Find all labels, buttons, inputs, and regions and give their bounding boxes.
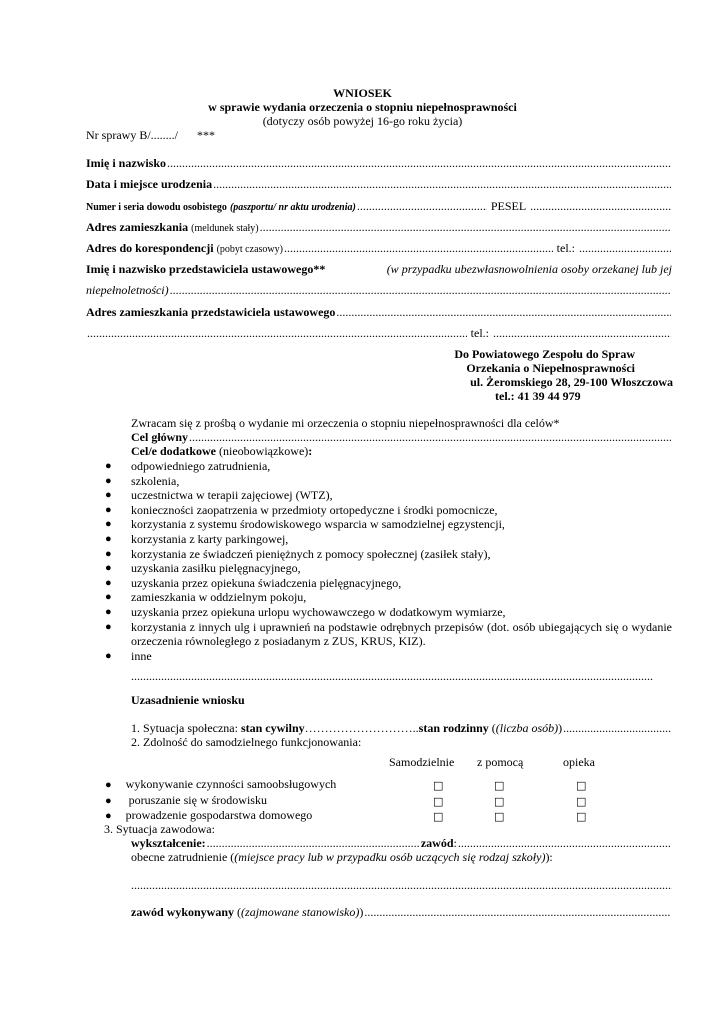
list-item[interactable] [105,474,672,489]
pesel-field[interactable] [530,199,671,214]
bullet-icon: ● [105,562,112,575]
work-situation-heading: 3. Sytuacja zawodowa: [104,822,215,836]
extra-goals-list [105,459,672,663]
rep-row [86,262,672,277]
list-item-label: zamieszkania w oddzielnym pokoju, [131,590,307,605]
list-item-label: korzystania z systemu środowiskowego wsparcia w samodzielnej egzystencji, [131,517,505,532]
recipient-line2: Orzekania o Niepełnosprawności [466,361,635,375]
extra-goals-heading [131,444,312,459]
list-item-label: uzyskania przez opiekuna świadczenia pielęgnacyjnego, [131,575,402,590]
social-situation-row[interactable]: 1. Sytuacja społeczna: stan cywilny ……………………….. stan rodzinny ( (liczba osób) ) ..... [131,721,672,736]
bullet-icon: ● [105,591,112,604]
corr-label: Adres do korespondencji [86,241,214,255]
main-goal-label: Cel główny [131,430,188,444]
list-item-label: korzystania z innych ulg i uprawnień na podstawie odrębnych przepisów (dot. osób ubiegających się o wydanie orzeczenia równoległego z posiadanym z ZUS, KRUS, KIZ). [131,619,672,649]
civil-status-label: stan cywilny [240,721,305,735]
col-help: z pomocą [477,755,524,769]
extra-goals-colon: : [308,444,313,458]
case-number-stars: *** [197,128,215,142]
rep-address-field-2[interactable] [87,326,467,341]
list-item-label: odpowiedniego zatrudnienia, [131,459,271,473]
id-row[interactable] [86,199,672,214]
name-row[interactable] [86,156,672,171]
case-number [86,128,215,143]
bullet-icon: ● [105,649,112,662]
bullet-icon: ● [105,474,112,487]
main-goal-field[interactable] [189,430,671,445]
rep-address-row[interactable] [86,305,672,320]
bullet-icon: ● [105,620,112,633]
list-item-label: korzystania z karty parkingowej, [131,531,289,546]
birth-field[interactable] [213,177,671,192]
rep-note-2: niepełnoletności) [86,283,169,297]
bullet-icon: ● [105,605,112,618]
address-label: Adres zamieszkania [86,220,189,234]
bullet-icon: ● [105,576,112,589]
activity-row-3 [105,808,312,823]
col-independent: Samodzielnie [389,755,455,769]
list-item-label: uzyskania zasiłku pielęgnacyjnego, [131,561,301,576]
list-item[interactable] [105,620,672,649]
checkbox-mobility-help[interactable]: □ [494,795,505,808]
education-field[interactable] [207,836,420,851]
job-note: (zajmowane stanowisko) [241,905,360,919]
checkbox-household-help[interactable]: □ [494,810,505,823]
rep-row-2[interactable] [86,283,672,298]
employment-label: obecne zatrudnienie [131,850,228,864]
list-item[interactable] [105,503,672,518]
checkbox-selfcare-help[interactable]: □ [494,779,505,792]
bullet-icon: ● [105,532,112,545]
checkbox-household-independent[interactable]: □ [433,810,444,823]
checkbox-household-care[interactable]: □ [576,810,587,823]
bullet-icon: ● [105,460,112,472]
rep-address-label: Adres zamieszkania przedstawiciela ustawowego [86,305,336,319]
form-title: WNIOSEK [333,86,392,100]
family-status-label: stan rodzinny [418,721,489,735]
form-subtitle: w sprawie wydania orzeczenia o stopniu niepełnosprawności [208,100,517,114]
name-field[interactable] [167,156,671,171]
list-item-label: szkolenia, [131,473,180,488]
address-field[interactable] [260,220,671,235]
extra-goals-label: Cel/e dodatkowe [131,444,216,458]
activity-row-2 [105,793,267,808]
profession-field[interactable] [458,836,671,851]
form-note: (dotyczy osób powyżej 16-go roku życia) [262,114,463,128]
address-row[interactable] [86,220,672,235]
job-field[interactable] [364,905,671,920]
id-label: Numer i seria dowodu osobistego [86,202,227,213]
rep-address-row-2[interactable] [86,326,672,341]
bullet-icon: ● [105,518,112,531]
pesel-label: PESEL [490,199,527,213]
rep-label: Imię i nazwisko przedstawiciela ustawowego** [86,262,326,276]
list-item-label: uzyskania przez opiekuna urlopu wychowawczego w dodatkowym wymiarze, [131,604,506,619]
case-number-label: Nr sprawy B/......../ [86,128,178,142]
request-intro: Zwracam się z prośbą o wydanie mi orzeczenia o stopniu niepełnosprawności dla celów* [131,416,560,430]
checkbox-selfcare-independent[interactable]: □ [433,779,444,792]
bullet-icon: ● [105,547,112,560]
birth-row[interactable] [86,177,672,192]
birth-label: Data i miejsce urodzenia [86,177,213,191]
tel-label: tel.: [556,241,575,255]
name-label: Imię i nazwisko [86,156,167,170]
list-item[interactable] [105,459,672,474]
employment-field[interactable] [131,878,672,893]
list-item[interactable] [105,576,672,591]
list-item[interactable] [105,547,672,562]
list-item[interactable] [105,590,672,605]
list-item[interactable] [105,488,672,503]
bullet-icon: ● [105,810,112,822]
activity-label: poruszanie się w środowisku [125,793,267,807]
main-goal-row[interactable] [131,430,672,445]
list-item-label: korzystania ze świadczeń pieniężnych z pomocy społecznej (zasiłek stały), [131,546,491,561]
education-row[interactable]: wykształcenie: ..... zawód : ..... [131,836,672,851]
list-item[interactable] [105,649,672,664]
bullet-icon: ● [105,503,112,516]
list-item-label: inne [131,648,152,663]
checkbox-mobility-care[interactable]: □ [576,795,587,808]
activity-label: prowadzenie gospodarstwa domowego [125,808,313,822]
corr-field[interactable] [284,241,553,256]
bullet-icon: ● [105,795,112,807]
list-item-label: uczestnictwa w terapii zajęciowej (WTZ), [131,488,333,503]
other-goal-field[interactable] [131,669,653,684]
recipient-line1: Do Powiatowego Zespołu do Spraw [454,347,635,361]
rep-field[interactable] [170,283,671,298]
social-prefix: 1. Sytuacja społeczna: [131,721,238,735]
tel2-label: tel.: [470,326,489,340]
rep-address-field[interactable] [336,305,671,320]
list-item[interactable] [105,561,672,576]
employment-row: obecne zatrudnienie ((miejsce pracy lub w przypadku osób uczących się rodzaj szkoły)): [131,850,553,864]
list-item[interactable] [105,605,672,620]
id-field[interactable] [357,199,487,214]
tel2-field[interactable] [493,326,671,341]
job-row[interactable]: zawód wykonywany ( (zajmowane stanowisko) ) ..... [131,905,672,920]
education-label: wykształcenie: [131,836,206,850]
recipient-line4: tel.: 41 39 44 979 [495,389,581,403]
bullet-icon: ● [105,489,112,502]
corr-note: (pobyt czasowy) [216,244,283,255]
bullet-icon: ● [105,779,112,791]
id-note: (paszportu/ nr aktu urodzenia) [229,202,356,213]
civil-status-field[interactable]: ……………………….. [304,721,419,735]
justification-heading: Uzasadnienie wniosku [131,693,245,707]
corr-row[interactable] [86,241,672,256]
activity-label: wykonywanie czynności samoobsługowych [125,777,337,791]
functioning-heading: 2. Zdolność do samodzielnego funkcjonowania: [131,735,362,749]
list-item[interactable] [105,532,672,547]
family-status-note: (liczba osób) [495,721,559,735]
activity-row-1 [105,777,336,792]
checkbox-mobility-independent[interactable]: □ [433,795,444,808]
job-label: zawód wykonywany [131,905,235,919]
col-care: opieka [563,755,595,769]
employment-note: (miejsce pracy lub w przypadku osób uczących się rodzaj szkoły) [234,850,546,864]
rep-note: (w przypadku ubezwłasnowolnienia osoby orzekanej lub jej [386,262,672,276]
list-item[interactable] [105,517,672,532]
family-status-field[interactable] [563,721,671,736]
recipient-line3: ul. Żeromskiego 28, 29-100 Włoszczowa [470,375,673,389]
profession-label: zawód [420,836,454,850]
extra-goals-note: (nieobowiązkowe) [219,444,309,458]
list-item-label: konieczności zaopatrzenia w przedmioty ortopedyczne i środki pomocnicze, [131,502,498,517]
address-note: (meldunek stały) [191,223,259,234]
checkbox-selfcare-care[interactable]: □ [576,779,587,792]
tel-field[interactable] [579,241,671,256]
